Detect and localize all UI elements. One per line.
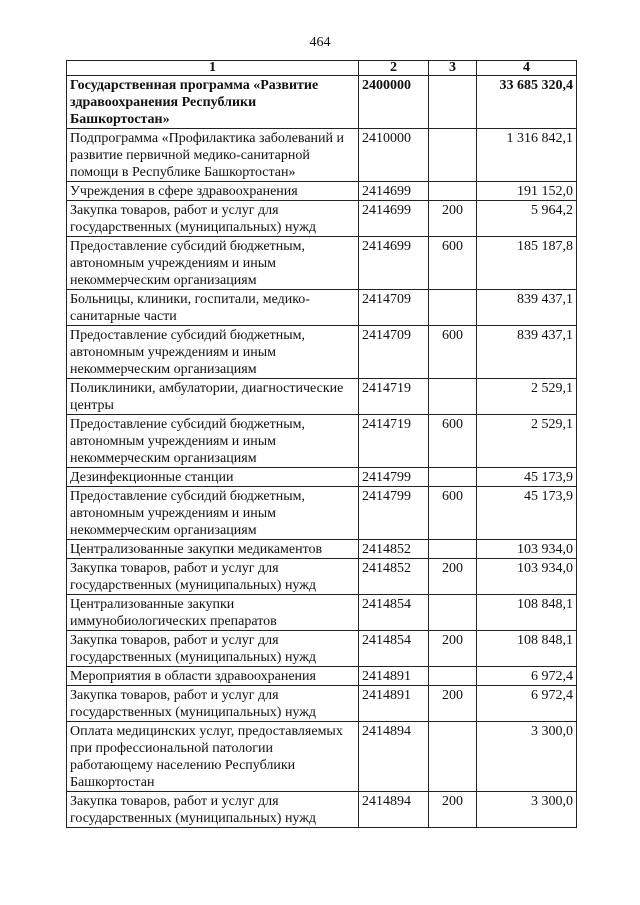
row-name: Поликлиники, амбулатории, диагностические центры: [67, 379, 359, 415]
table-row: [67, 326, 577, 379]
row-amount: 1 316 842,1: [477, 129, 577, 182]
row-expense-type: 200: [429, 201, 477, 237]
column-header-2: 2: [359, 61, 429, 76]
row-name: Закупка товаров, работ и услуг для государственных (муниципальных) нужд: [67, 201, 359, 237]
row-amount: 6 972,4: [477, 667, 577, 686]
row-expense-type: 600: [429, 487, 477, 540]
row-amount: 108 848,1: [477, 631, 577, 667]
row-expense-type: 600: [429, 326, 477, 379]
row-amount: 839 437,1: [477, 290, 577, 326]
row-expense-type: [429, 129, 477, 182]
table-row: [67, 182, 577, 201]
row-amount: 2 529,1: [477, 415, 577, 468]
row-amount: 3 300,0: [477, 722, 577, 792]
table-row: [67, 559, 577, 595]
table-header-row: [67, 61, 577, 76]
row-code: 2414852: [359, 559, 429, 595]
row-code: 2414719: [359, 379, 429, 415]
table-row: [67, 595, 577, 631]
table-row: [67, 722, 577, 792]
row-name: Дезинфекционные станции: [67, 468, 359, 487]
table-row: [67, 686, 577, 722]
row-name: Централизованные закупки иммунобиологических препаратов: [67, 595, 359, 631]
table-body: [67, 76, 577, 828]
row-name: Оплата медицинских услуг, предоставляемых при профессиональной патологии работающему населению Республики Башкортостан: [67, 722, 359, 792]
table-row: [67, 201, 577, 237]
table-row: [67, 487, 577, 540]
row-expense-type: [429, 76, 477, 129]
row-expense-type: [429, 667, 477, 686]
table-row: [67, 540, 577, 559]
row-name: Подпрограмма «Профилактика заболеваний и развитие первичной медико-санитарной помощи в Республике Башкортостан»: [67, 129, 359, 182]
column-header-1: 1: [67, 61, 359, 76]
row-expense-type: 200: [429, 792, 477, 828]
row-expense-type: [429, 540, 477, 559]
row-expense-type: 200: [429, 559, 477, 595]
table-row: [67, 415, 577, 468]
row-amount: 5 964,2: [477, 201, 577, 237]
row-name: Централизованные закупки медикаментов: [67, 540, 359, 559]
row-amount: 185 187,8: [477, 237, 577, 290]
table-row: [67, 379, 577, 415]
row-code: 2414799: [359, 468, 429, 487]
table-row: [67, 468, 577, 487]
row-code: 2414852: [359, 540, 429, 559]
table-row: [67, 76, 577, 129]
budget-table: [66, 60, 577, 828]
table-row: [67, 290, 577, 326]
row-amount: 2 529,1: [477, 379, 577, 415]
row-expense-type: [429, 379, 477, 415]
row-expense-type: 600: [429, 415, 477, 468]
row-expense-type: [429, 290, 477, 326]
table-row: [67, 237, 577, 290]
table-row: [67, 631, 577, 667]
row-code: 2414854: [359, 595, 429, 631]
row-name: Предоставление субсидий бюджетным, автономным учреждениям и иным некоммерческим организациям: [67, 326, 359, 379]
row-name: Закупка товаров, работ и услуг для государственных (муниципальных) нужд: [67, 792, 359, 828]
row-code: 2414699: [359, 237, 429, 290]
row-code: 2414699: [359, 201, 429, 237]
column-header-4: 4: [477, 61, 577, 76]
row-code: 2414894: [359, 722, 429, 792]
row-name: Предоставление субсидий бюджетным, автономным учреждениям и иным некоммерческим организациям: [67, 237, 359, 290]
row-name: Закупка товаров, работ и услуг для государственных (муниципальных) нужд: [67, 559, 359, 595]
row-code: 2414709: [359, 326, 429, 379]
row-amount: 3 300,0: [477, 792, 577, 828]
row-code: 2400000: [359, 76, 429, 129]
row-name: Государственная программа «Развитие здравоохранения Республики Башкортостан»: [67, 76, 359, 129]
row-name: Учреждения в сфере здравоохранения: [67, 182, 359, 201]
row-code: 2414719: [359, 415, 429, 468]
row-name: Мероприятия в области здравоохранения: [67, 667, 359, 686]
row-code: 2414709: [359, 290, 429, 326]
page-number: 464: [309, 35, 331, 50]
row-amount: 839 437,1: [477, 326, 577, 379]
row-expense-type: [429, 595, 477, 631]
column-header-3: 3: [429, 61, 477, 76]
row-name: Закупка товаров, работ и услуг для государственных (муниципальных) нужд: [67, 686, 359, 722]
row-code: 2414854: [359, 631, 429, 667]
table-row: [67, 129, 577, 182]
row-code: 2414894: [359, 792, 429, 828]
row-amount: 45 173,9: [477, 487, 577, 540]
row-amount: 191 152,0: [477, 182, 577, 201]
row-code: 2410000: [359, 129, 429, 182]
table-row: [67, 792, 577, 828]
row-name: Предоставление субсидий бюджетным, автономным учреждениям и иным некоммерческим организациям: [67, 415, 359, 468]
row-code: 2414799: [359, 487, 429, 540]
row-name: Закупка товаров, работ и услуг для государственных (муниципальных) нужд: [67, 631, 359, 667]
row-amount: 108 848,1: [477, 595, 577, 631]
table-row: [67, 667, 577, 686]
row-expense-type: 600: [429, 237, 477, 290]
row-amount: 45 173,9: [477, 468, 577, 487]
row-code: 2414699: [359, 182, 429, 201]
row-amount: 6 972,4: [477, 686, 577, 722]
row-code: 2414891: [359, 667, 429, 686]
row-expense-type: [429, 722, 477, 792]
row-code: 2414891: [359, 686, 429, 722]
row-expense-type: 200: [429, 686, 477, 722]
row-name: Больницы, клиники, госпитали, медико-санитарные части: [67, 290, 359, 326]
row-amount: 103 934,0: [477, 540, 577, 559]
row-amount: 103 934,0: [477, 559, 577, 595]
row-expense-type: [429, 468, 477, 487]
row-expense-type: [429, 182, 477, 201]
row-expense-type: 200: [429, 631, 477, 667]
row-amount: 33 685 320,4: [477, 76, 577, 129]
row-name: Предоставление субсидий бюджетным, автономным учреждениям и иным некоммерческим организациям: [67, 487, 359, 540]
